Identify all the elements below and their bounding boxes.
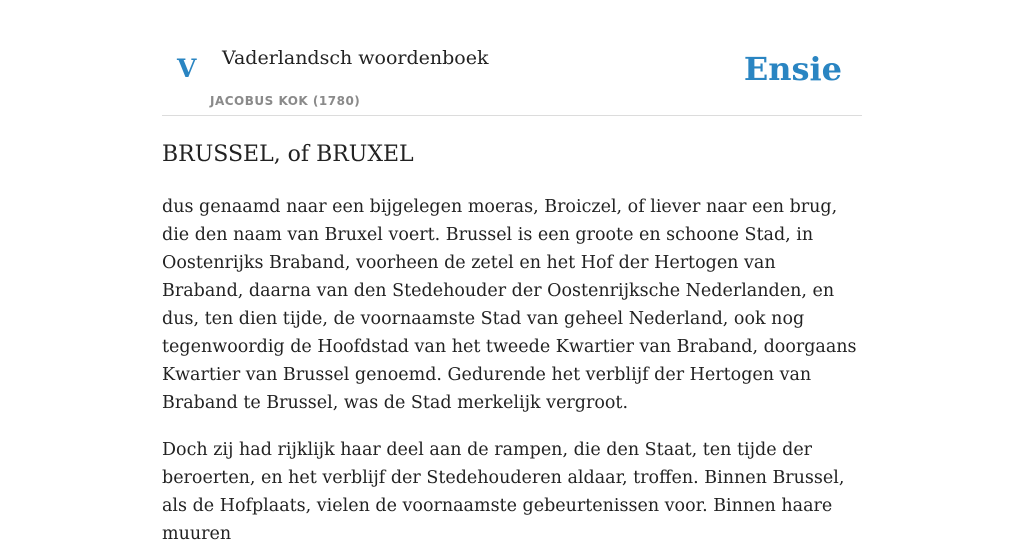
content-column — [162, 0, 862, 548]
entry-title: BRUSSEL, of BRUXEL — [162, 142, 414, 167]
brand-logo-link[interactable]: Ensie — [743, 50, 842, 88]
book-author: JACOBUS KOK (1780) — [210, 94, 361, 108]
entry-paragraph: dus genaamd naar een bijgelegen moeras, Broiczel, of liever naar een brug, die den naam van Bruxel voert. Brussel is een groote en schoone Stad, in Oostenrijks Braband, voorheen de zetel en het Hof der Hertogen van Braband, daarna van den Stedehouder der Oostenrijksche Nederlanden, en dus, ten dien tijde, de voornaamste Stad van geheel Nederland, ook nog tegenwoordig de Hoofdstad van het tweede Kwartier van Braband, doorgaans Kwartier van Brussel genoemd. Gedurende het verblijf der Hertogen van Braband te Brussel, was de Stad merkelijk vergroot. — [162, 197, 857, 413]
entry-paragraph: Doch zij had rijklijk haar deel aan de rampen, die den Staat, ten tijde der beroerten, en het verblijf der Stedehouderen aldaar, troffen. Binnen Brussel, als de Hofplaats, vielen de voornaamste gebeurtenissen voor. Binnen haare muuren — [162, 440, 845, 544]
page-header — [162, 0, 862, 116]
book-title-link[interactable]: Vaderlandsch woordenboek — [222, 47, 489, 69]
book-letter-badge: V — [177, 54, 197, 83]
